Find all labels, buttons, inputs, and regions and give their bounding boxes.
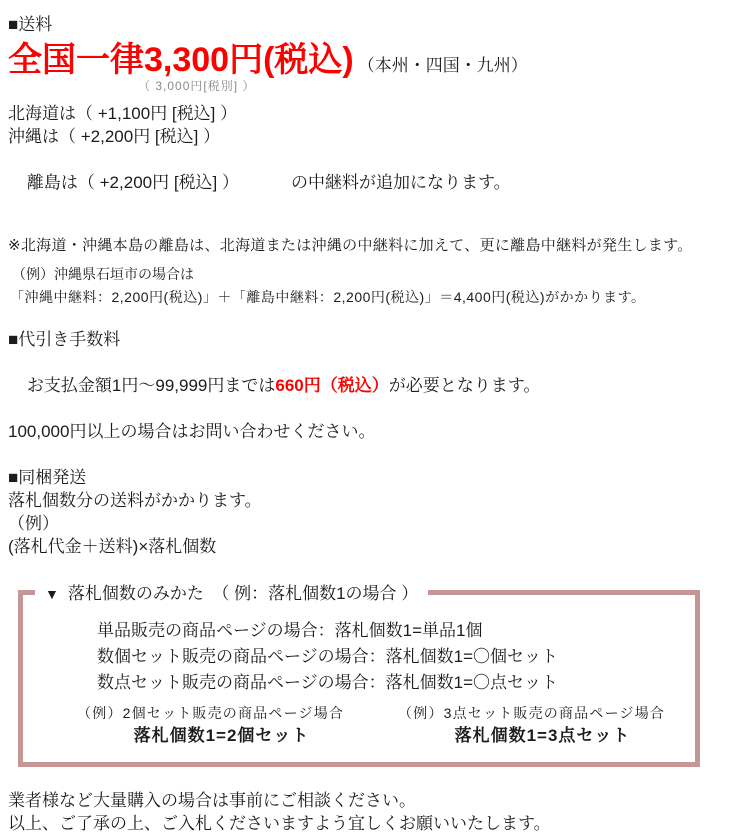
okinawa-example-intro: （例）沖縄県石垣市の場合は	[12, 266, 194, 282]
quantity-guide-title-text: 落札個数のみかた （ 例：落札個数1の場合 ）	[67, 584, 419, 603]
cod-fee-line1	[8, 351, 540, 420]
surcharge-okinawa: 沖縄は（ +2,200円 [税込] ）	[8, 127, 221, 146]
qty-rule-single: 単品販売の商品ページの場合：落札個数1=単品1個	[97, 621, 483, 640]
qty-example-3point-label: （例）3点セット販売の商品ページ場合	[398, 705, 666, 721]
shipping-price: 全国一律3,300円(税込)	[8, 41, 354, 79]
footer-agreement-line: 以上、ご了承の上、ご入札くださいますよう宜しくお願いいたします。	[8, 814, 551, 833]
surcharge-suffix: の中継料が追加になります。	[291, 173, 511, 192]
quantity-guide-title	[35, 582, 428, 606]
surcharge-remote-island-row	[8, 148, 511, 217]
down-triangle-icon: ▼	[45, 586, 59, 602]
surcharge-remote-island: 離島は（ +2,200円 [税込] ）	[26, 173, 239, 192]
cod-fee-amount: 660円（税込）	[275, 376, 389, 395]
cod-fee-heading: ■代引き手数料	[8, 330, 121, 349]
cod-fee-line1-post: が必要となります。	[388, 376, 541, 395]
qty-example-2piece-value: 落札個数1=2個セット	[133, 726, 310, 745]
qty-example-2piece-label: （例）2個セット販売の商品ページ場合	[77, 705, 345, 721]
shipping-price-pretax: （ 3,000円[税別] ）	[138, 79, 256, 93]
remote-island-note: ※北海道・沖縄本島の離島は、北海道または沖縄の中継料に加えて、更に離島中継料が発生します。	[8, 237, 693, 254]
shipping-section-heading: ■送料	[8, 15, 53, 34]
qty-rule-point-set: 数点セット販売の商品ページの場合：落札個数1=〇点セット	[97, 673, 559, 692]
qty-example-3point-value: 落札個数1=3点セット	[454, 726, 631, 745]
cod-fee-line2: 100,000円以上の場合はお問い合わせください。	[8, 422, 376, 441]
shipping-price-line	[8, 41, 528, 79]
qty-example-2piece	[77, 704, 366, 748]
bundle-shipping-heading: ■同梱発送	[8, 468, 87, 487]
quantity-rules	[97, 618, 687, 696]
footer-bulk-purchase-line: 業者様など大量購入の場合は事前にご相談ください。	[8, 791, 416, 810]
qty-example-3point	[398, 704, 687, 748]
okinawa-example-detail: 「沖縄中継料：2,200円(税込)」＋「離島中継料：2,200円(税込)」＝4,400円(税込)がかかります。	[10, 289, 646, 305]
quantity-examples	[77, 704, 687, 748]
quantity-guide-box	[18, 584, 700, 767]
bundle-line3: (落札代金＋送料)×落札個数	[8, 537, 217, 556]
bundle-line2: （例）	[8, 514, 59, 533]
shipping-price-region: （本州・四国・九州）	[357, 56, 528, 75]
surcharge-hokkaido: 北海道は（ +1,100円 [税込] ）	[8, 104, 238, 123]
cod-fee-line1-pre: お支払金額1円～99,999円までは	[26, 376, 276, 395]
bundle-line1: 落札個数分の送料がかかります。	[8, 491, 262, 510]
qty-rule-piece-set: 数個セット販売の商品ページの場合：落札個数1=〇個セット	[97, 647, 559, 666]
